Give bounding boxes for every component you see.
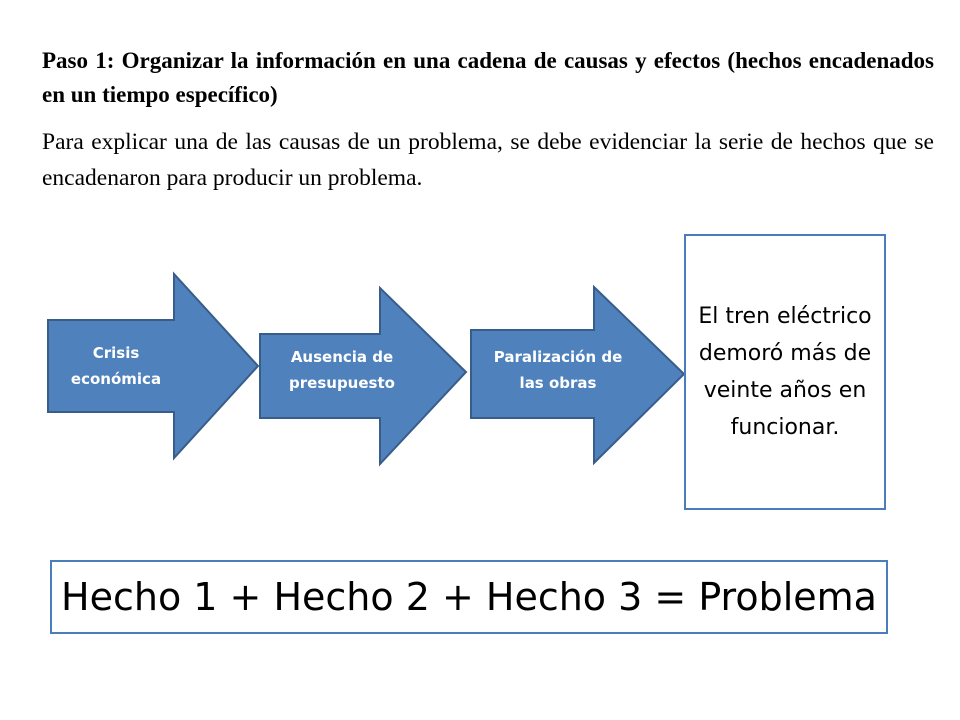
fact-1-label: Crisis económica [70, 344, 162, 388]
problem-text: El tren eléctrico demoró más de veinte años en funcionar. [698, 304, 872, 440]
formula-box [50, 560, 888, 634]
fact-2-label: Ausencia de presupuesto [289, 348, 395, 392]
step-description: Para explicar una de las causas de un problema, se debe evidenciar la serie de hechos que se encadenaron para producir un problema. [42, 129, 934, 191]
step-title: Paso 1: Organizar la información en una cadena de causas y efectos (hechos encadenados en un tiempo específico) [42, 48, 934, 107]
fact-3-label: Paralización de las obras [493, 348, 623, 392]
problem-box [684, 234, 886, 510]
formula-text: Hecho 1 + Hecho 2 + Hecho 3 = Problema [61, 575, 877, 619]
